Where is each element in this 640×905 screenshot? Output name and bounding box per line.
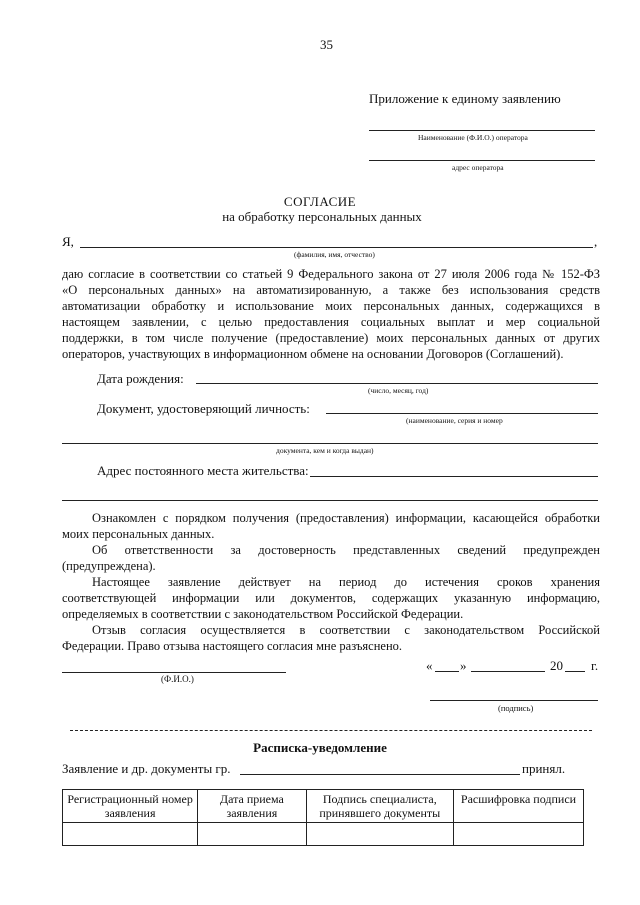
page-number: 35 xyxy=(320,37,333,52)
statement-1-line-2: моих персональных данных. xyxy=(62,527,215,541)
operator-address-line xyxy=(369,160,595,161)
date-close-quote: » xyxy=(460,658,467,673)
sign-line xyxy=(430,700,598,701)
id-doc-caption-2: документа, кем и когда выдан) xyxy=(276,446,374,455)
receipt-cell[interactable] xyxy=(306,823,453,846)
statements xyxy=(62,510,600,654)
date-year-line xyxy=(565,671,585,672)
receipt-col-decoding: Расшифровка подписи xyxy=(453,790,583,823)
receipt-table-empty-row xyxy=(63,823,584,846)
i-label: Я, xyxy=(62,234,74,249)
consent-body-line-3: автоматизации обработку и использование моих персональных данных, содержащихся в xyxy=(62,299,600,313)
statement-2-line-1: Об ответственности за достоверность представленных сведений предупрежден xyxy=(92,543,600,557)
consent-body-line-1: даю согласие в соответствии со статьей 9 Федерального закона от 27 июля 2006 года № 152-ФЗ xyxy=(62,267,600,281)
operator-name-caption: Наименование (Ф.И.О.) оператора xyxy=(418,133,528,142)
id-doc-line xyxy=(326,413,598,414)
consent-body-line-2: «О персональных данных» на автоматизированную, а также без использования средств xyxy=(62,283,600,297)
statement-2-line-2: (предупреждена). xyxy=(62,559,156,573)
date-year-prefix: 20 xyxy=(550,658,563,673)
cut-line xyxy=(70,730,592,731)
id-doc-line-2 xyxy=(62,443,598,444)
consent-body-line-4: настоящем заявлении, с целью предоставления социальных выплат и мер социальной xyxy=(62,315,600,329)
receipt-title: Расписка-уведомление xyxy=(253,740,387,755)
statement-3-line-1: Настоящее заявление действует на период до истечения сроков хранения xyxy=(92,575,600,589)
consent-subtitle: на обработку персональных данных xyxy=(222,209,422,224)
consent-body-line-5: поддержки, в том числе получение (предоставление) моих персональных данных от других xyxy=(62,331,600,345)
receipt-line-label: Заявление и др. документы гр. xyxy=(62,761,231,776)
address-line xyxy=(310,476,598,477)
receipt-table xyxy=(62,789,584,846)
statement-3-line-3: определяемых в соответствии с законодательством Российской Федерации. xyxy=(62,607,464,621)
receipt-col-date: Дата приема заявления xyxy=(198,790,306,823)
birth-date-label: Дата рождения: xyxy=(97,371,184,386)
operator-name-line xyxy=(369,130,595,131)
fio-line xyxy=(80,247,593,248)
receipt-col-signature: Подпись специалиста, принявшего документы xyxy=(306,790,453,823)
date-year-suffix: г. xyxy=(591,658,599,673)
address-line-2 xyxy=(62,500,598,501)
signature-fio-caption: (Ф.И.О.) xyxy=(161,674,194,684)
date-open-quote: « xyxy=(426,658,433,673)
id-doc-label: Документ, удостоверяющий личность: xyxy=(97,401,310,416)
birth-date-caption: (число, месяц, год) xyxy=(368,386,429,395)
birth-date-line xyxy=(196,383,598,384)
consent-body-line-6: операторов, участвующих в информационном обмене на основании Договоров (Соглашений). xyxy=(62,347,564,361)
fio-comma: , xyxy=(594,234,598,249)
receipt-table-header-row xyxy=(63,790,584,823)
statement-1-line-1: Ознакомлен с порядком получения (предоставления) информации, касающейся обработки xyxy=(92,511,600,525)
date-day-line xyxy=(435,671,459,672)
operator-address-caption: адрес оператора xyxy=(452,163,504,172)
receipt-accepted: принял. xyxy=(522,761,566,776)
statement-3-line-2: соответствующей информации или документов, содержащих указанную информацию, xyxy=(62,591,600,605)
consent-title: СОГЛАСИЕ xyxy=(283,194,357,209)
date-month-line xyxy=(471,671,545,672)
sign-caption: (подпись) xyxy=(498,703,534,713)
header-title: Приложение к единому заявлению xyxy=(369,91,561,106)
receipt-cell[interactable] xyxy=(453,823,583,846)
receipt-cell[interactable] xyxy=(198,823,306,846)
fio-caption: (фамилия, имя, отчество) xyxy=(294,250,375,259)
statement-4-line-2: Федерации. Право отзыва настоящего согласия мне разъяснено. xyxy=(62,639,403,653)
signature-fio-line xyxy=(62,672,286,673)
consent-body xyxy=(62,266,600,362)
address-label: Адрес постоянного места жительства: xyxy=(97,463,309,478)
receipt-cell[interactable] xyxy=(63,823,198,846)
id-doc-caption: (наименование, серия и номер xyxy=(406,416,503,425)
receipt-name-line xyxy=(240,774,520,775)
statement-4-line-1: Отзыв согласия осуществляется в соответствии с законодательством Российской xyxy=(92,623,600,637)
receipt-col-reg-number: Регистрационный номер заявления xyxy=(63,790,198,823)
